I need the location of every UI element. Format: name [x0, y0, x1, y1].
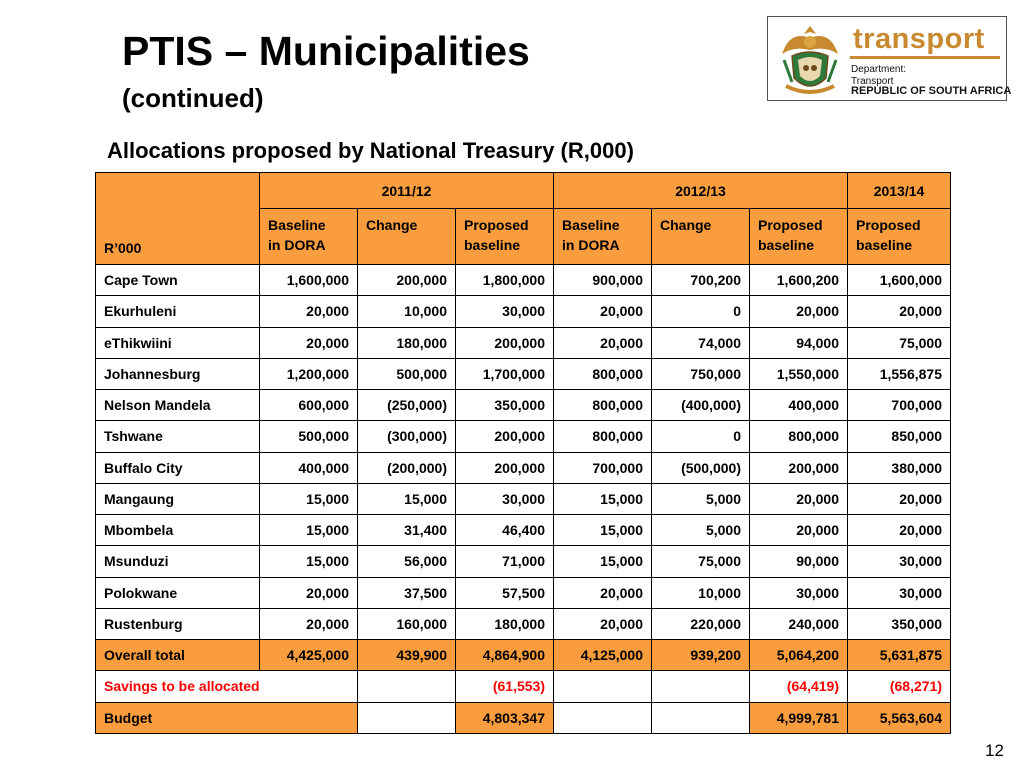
table-cell: 20,000 — [554, 608, 652, 639]
table-row — [96, 358, 951, 389]
table-cell: 5,064,200 — [750, 640, 848, 671]
table-cell: (400,000) — [652, 390, 750, 421]
table-row — [96, 390, 951, 421]
year-header-row — [96, 173, 951, 209]
column-header: Change — [358, 209, 456, 265]
slide-title: PTIS – Municipalities — [122, 28, 530, 74]
table-cell: 400,000 — [260, 452, 358, 483]
table-cell — [358, 702, 456, 733]
budget-label: Budget — [96, 702, 358, 733]
total-label: Overall total — [96, 640, 260, 671]
table-cell: 10,000 — [652, 577, 750, 608]
table-cell — [554, 671, 652, 702]
table-cell: 850,000 — [848, 421, 951, 452]
table-cell: 0 — [652, 421, 750, 452]
column-header: Proposed baseline — [848, 209, 951, 265]
table-cell: 439,900 — [358, 640, 456, 671]
table-cell: 20,000 — [554, 577, 652, 608]
table-cell: 1,600,000 — [848, 265, 951, 296]
logo-divider — [850, 56, 1000, 59]
logo-country: REPUBLIC OF SOUTH AFRICA — [851, 85, 1012, 97]
column-header: Change — [652, 209, 750, 265]
table-cell: 5,563,604 — [848, 702, 951, 733]
table-body — [96, 265, 951, 640]
table-cell: 15,000 — [554, 483, 652, 514]
municipality-name: Mangaung — [96, 483, 260, 514]
year-header-2012-13: 2012/13 — [554, 173, 848, 209]
allocation-table — [95, 172, 951, 734]
municipality-name: Ekurhuleni — [96, 296, 260, 327]
table-cell: 700,000 — [848, 390, 951, 421]
page-number: 12 — [985, 741, 1004, 760]
table-cell — [358, 671, 456, 702]
municipality-name: Johannesburg — [96, 358, 260, 389]
table-cell: 4,425,000 — [260, 640, 358, 671]
table-row — [96, 608, 951, 639]
logo-dept-line1: Department: — [851, 64, 907, 75]
table-cell: 15,000 — [554, 515, 652, 546]
municipality-name: Msunduzi — [96, 546, 260, 577]
table-cell: 15,000 — [260, 546, 358, 577]
table-cell: 75,000 — [848, 327, 951, 358]
total-row — [96, 640, 951, 671]
table-cell: 20,000 — [260, 577, 358, 608]
table-cell: 200,000 — [456, 327, 554, 358]
table-cell: 1,800,000 — [456, 265, 554, 296]
table-cell: 4,864,900 — [456, 640, 554, 671]
table-row — [96, 546, 951, 577]
municipality-name: Buffalo City — [96, 452, 260, 483]
table-cell: 30,000 — [750, 577, 848, 608]
municipality-name: eThikwiini — [96, 327, 260, 358]
table-cell: 15,000 — [260, 515, 358, 546]
table-cell: (500,000) — [652, 452, 750, 483]
table-cell: 20,000 — [750, 515, 848, 546]
municipality-name: Tshwane — [96, 421, 260, 452]
table-cell: 1,200,000 — [260, 358, 358, 389]
table-cell: 30,000 — [456, 296, 554, 327]
savings-label: Savings to be allocated — [96, 671, 358, 702]
table-cell: 5,631,875 — [848, 640, 951, 671]
table-cell: 15,000 — [260, 483, 358, 514]
table-cell: 30,000 — [848, 546, 951, 577]
table-row — [96, 421, 951, 452]
table-cell: 350,000 — [456, 390, 554, 421]
table-cell: 160,000 — [358, 608, 456, 639]
table-cell: 4,999,781 — [750, 702, 848, 733]
table-cell: 500,000 — [358, 358, 456, 389]
table-cell: 500,000 — [260, 421, 358, 452]
table-cell: 4,125,000 — [554, 640, 652, 671]
budget-row — [96, 702, 951, 733]
table-cell: 200,000 — [358, 265, 456, 296]
table-cell: 20,000 — [750, 483, 848, 514]
table-cell — [554, 702, 652, 733]
table-cell: (250,000) — [358, 390, 456, 421]
municipality-name: Nelson Mandela — [96, 390, 260, 421]
table-cell: 4,803,347 — [456, 702, 554, 733]
savings-row — [96, 671, 951, 702]
table-cell: 0 — [652, 296, 750, 327]
table-row — [96, 452, 951, 483]
table-cell: 20,000 — [750, 296, 848, 327]
year-header-2011-12: 2011/12 — [260, 173, 554, 209]
table-cell: 46,400 — [456, 515, 554, 546]
table-cell: 1,600,000 — [260, 265, 358, 296]
table-cell: 1,600,200 — [750, 265, 848, 296]
table-row — [96, 577, 951, 608]
table-cell: 800,000 — [750, 421, 848, 452]
coat-of-arms-icon — [772, 20, 848, 98]
table-cell: 700,000 — [554, 452, 652, 483]
table-row — [96, 327, 951, 358]
table-cell: 30,000 — [456, 483, 554, 514]
table-cell: 400,000 — [750, 390, 848, 421]
table-cell — [652, 702, 750, 733]
table-cell — [652, 671, 750, 702]
table-cell: 5,000 — [652, 515, 750, 546]
table-cell: 20,000 — [554, 296, 652, 327]
table-cell: 600,000 — [260, 390, 358, 421]
row-header-label: R’000 — [96, 173, 260, 265]
table-cell: 180,000 — [358, 327, 456, 358]
table-cell: 200,000 — [456, 421, 554, 452]
table-cell: 30,000 — [848, 577, 951, 608]
table-cell: 1,550,000 — [750, 358, 848, 389]
table-row — [96, 515, 951, 546]
table-cell: (200,000) — [358, 452, 456, 483]
table-cell: 800,000 — [554, 390, 652, 421]
table-cell: 56,000 — [358, 546, 456, 577]
table-cell: 800,000 — [554, 421, 652, 452]
column-header: Baseline in DORA — [260, 209, 358, 265]
table-cell: 800,000 — [554, 358, 652, 389]
table-cell: 350,000 — [848, 608, 951, 639]
year-header-2013-14: 2013/14 — [848, 173, 951, 209]
table-cell: 180,000 — [456, 608, 554, 639]
table-cell: 90,000 — [750, 546, 848, 577]
table-cell: 10,000 — [358, 296, 456, 327]
table-cell: 20,000 — [260, 327, 358, 358]
table-cell: 939,200 — [652, 640, 750, 671]
table-cell: 900,000 — [554, 265, 652, 296]
table-cell: (68,271) — [848, 671, 951, 702]
transport-logo — [767, 16, 1012, 101]
table-cell: 20,000 — [848, 515, 951, 546]
table-cell: 20,000 — [848, 296, 951, 327]
table-row — [96, 296, 951, 327]
table-cell: 700,200 — [652, 265, 750, 296]
table-cell: 15,000 — [358, 483, 456, 514]
municipality-name: Rustenburg — [96, 608, 260, 639]
table-row — [96, 483, 951, 514]
table-cell: 200,000 — [750, 452, 848, 483]
table-caption: Allocations proposed by National Treasury (R,000) — [107, 138, 634, 163]
column-header: Baseline in DORA — [554, 209, 652, 265]
table-cell: 57,500 — [456, 577, 554, 608]
table-cell: 94,000 — [750, 327, 848, 358]
table-cell: (300,000) — [358, 421, 456, 452]
table-cell: 20,000 — [260, 608, 358, 639]
table-cell: 74,000 — [652, 327, 750, 358]
table-cell: 750,000 — [652, 358, 750, 389]
table-cell: 1,700,000 — [456, 358, 554, 389]
logo-dept-line2: Transport — [851, 76, 894, 87]
table-cell: 37,500 — [358, 577, 456, 608]
table-cell: 5,000 — [652, 483, 750, 514]
column-header: Proposed baseline — [750, 209, 848, 265]
table-cell: 71,000 — [456, 546, 554, 577]
slide-subtitle: (continued) — [122, 83, 264, 113]
table-cell: 380,000 — [848, 452, 951, 483]
table-cell: 20,000 — [848, 483, 951, 514]
table-row — [96, 265, 951, 296]
table-cell: (64,419) — [750, 671, 848, 702]
municipality-name: Mbombela — [96, 515, 260, 546]
table-cell: (61,553) — [456, 671, 554, 702]
column-header: Proposed baseline — [456, 209, 554, 265]
table-cell: 20,000 — [260, 296, 358, 327]
municipality-name: Cape Town — [96, 265, 260, 296]
table-cell: 15,000 — [554, 546, 652, 577]
table-cell: 1,556,875 — [848, 358, 951, 389]
table-cell: 20,000 — [554, 327, 652, 358]
logo-wordmark: transport — [853, 23, 985, 55]
municipality-name: Polokwane — [96, 577, 260, 608]
table-cell: 75,000 — [652, 546, 750, 577]
table-cell: 220,000 — [652, 608, 750, 639]
table-cell: 240,000 — [750, 608, 848, 639]
table-cell: 31,400 — [358, 515, 456, 546]
table-cell: 200,000 — [456, 452, 554, 483]
